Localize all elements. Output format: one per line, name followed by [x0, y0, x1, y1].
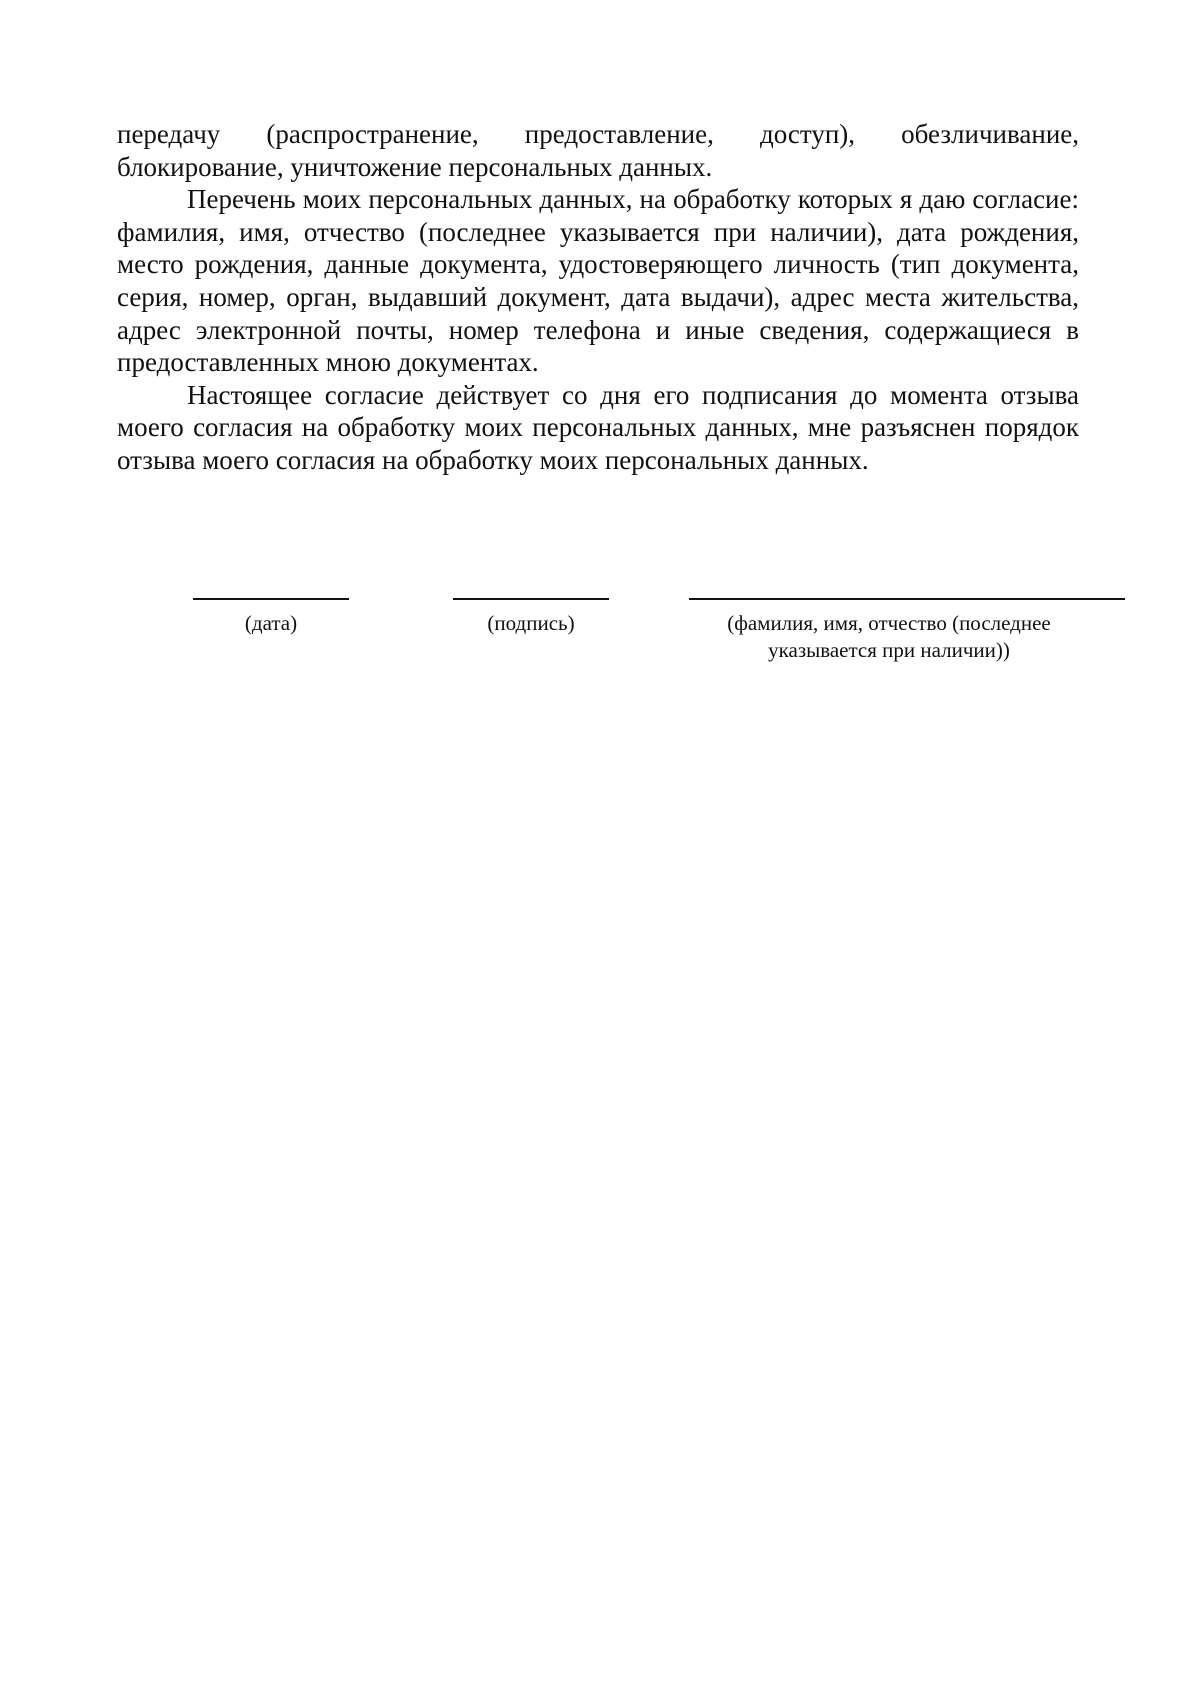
- paragraph-validity: Настоящее согласие действует со дня его подписания до момента отзыва моего согласия на обработку моих персональных данных, мне разъяснен порядок отзыва моего согласия на обработку моих персональных данных.: [117, 379, 1079, 475]
- signature-line: [453, 598, 609, 600]
- paragraph-continuation: передачу (распространение, предоставление, доступ), обезличивание, блокирование, уничтожение персональных данных.: [117, 119, 1079, 182]
- date-field: [193, 598, 349, 637]
- paragraph-data-list: Перечень моих персональных данных, на обработку которых я даю согласие: фамилия, имя, отчество (последнее указывается при наличии), дата рождения, место рождения, данные документа, удостоверяющего личность (тип документа, серия, номер, орган, выдавший документ, дата выдачи), адрес места жительства, адрес электронной почты, номер телефона и иные сведения, содержащиеся в предоставленных мною документах.: [117, 184, 1079, 378]
- full-name-field: [689, 598, 1125, 664]
- date-caption: (дата): [244, 611, 298, 635]
- consent-text: [117, 118, 1079, 477]
- signature-field: [453, 598, 609, 637]
- signature-caption: (подпись): [487, 611, 575, 635]
- date-line: [193, 598, 349, 600]
- full-name-caption: (фамилия, имя, отчество (последнее указывается при наличии)): [727, 611, 1051, 662]
- full-name-line: [689, 598, 1125, 600]
